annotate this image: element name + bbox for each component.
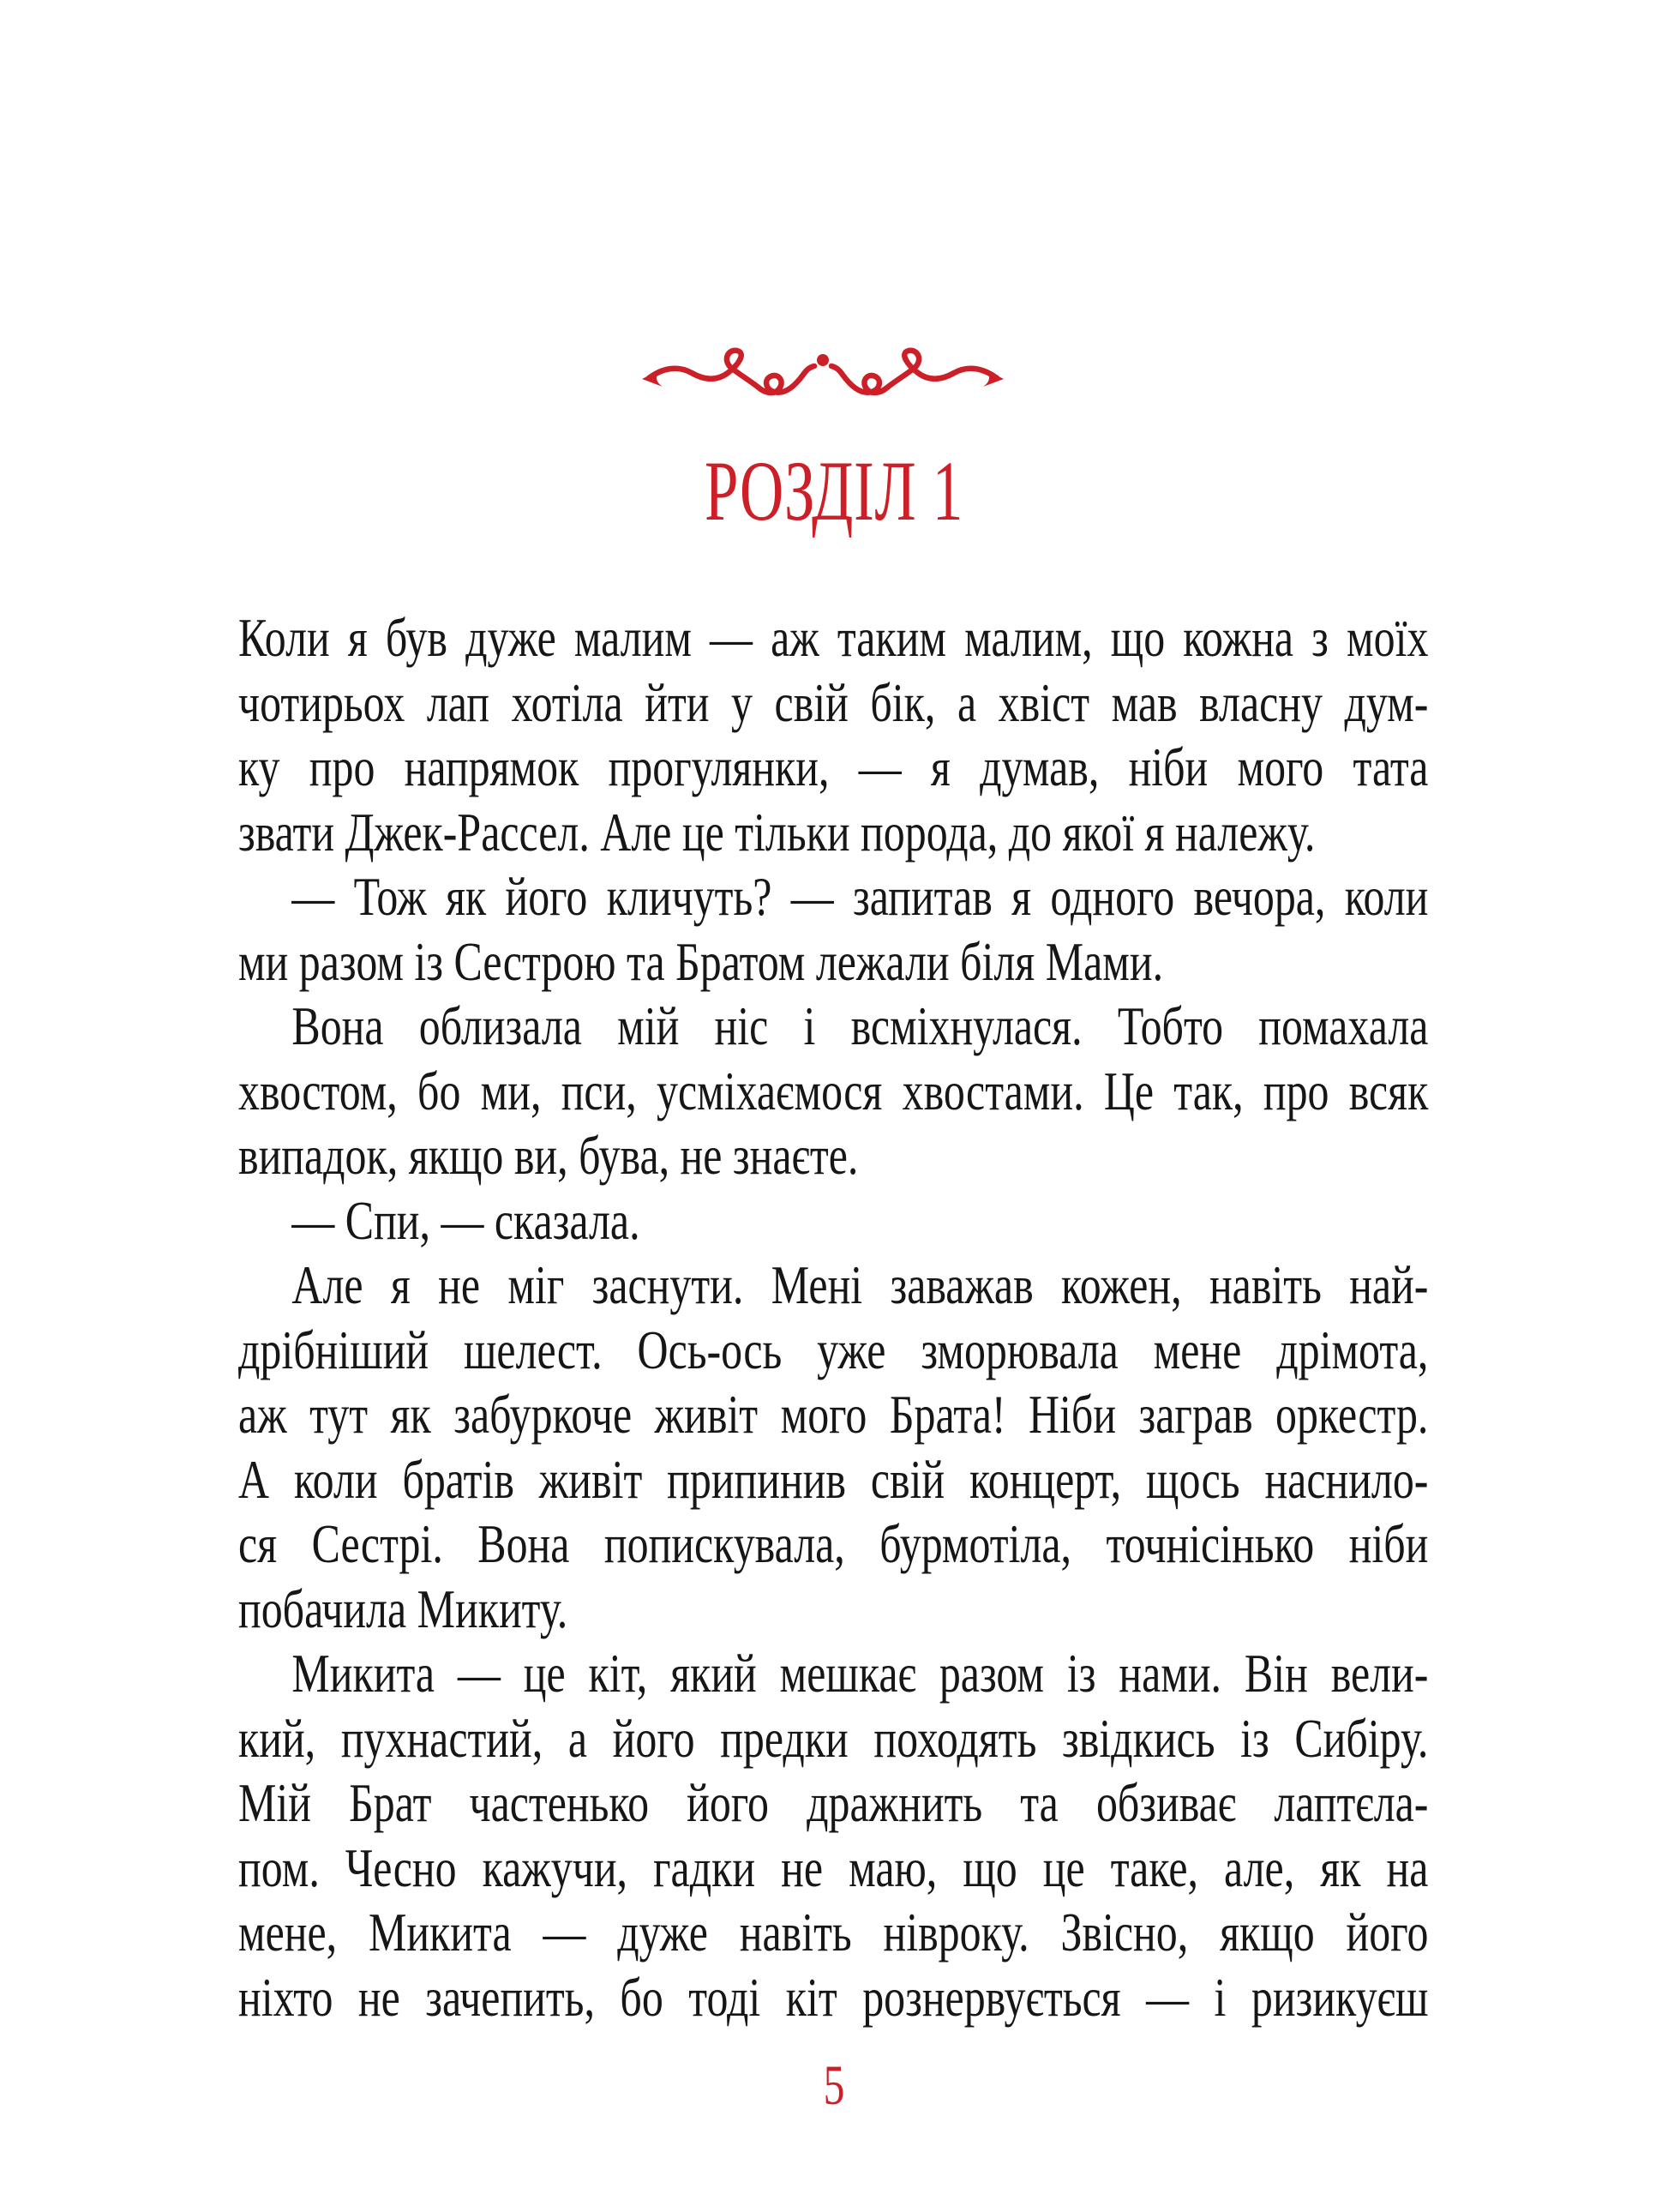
text-line: кий, пухнастий, а його предки походять звідкись із Сибіру. bbox=[238, 1707, 1429, 1769]
text-line: побачила Микиту. bbox=[238, 1578, 568, 1639]
text-line: Вона облизала мій ніс і всміхнулася. Тобто помахала bbox=[291, 995, 1429, 1056]
text-line: хвостом, бо ми, пси, усміхаємося хвостами. Це так, про всяк bbox=[238, 1060, 1429, 1121]
text-line: Мій Брат частенько його дражнить та обзиває лаптєла- bbox=[238, 1772, 1429, 1833]
text-line: випадок, якщо ви, бува, не знаєте. bbox=[238, 1125, 859, 1186]
text-line: пом. Чесно кажучи, гадки не маю, що це таке, але, як на bbox=[238, 1836, 1429, 1898]
text-line: Але я не міг заснути. Мені заважав кожен, навіть най- bbox=[291, 1254, 1429, 1315]
text-line: чотирьох лап хотіла йти у свій бік, а хвіст мав власну дум- bbox=[238, 671, 1429, 733]
text-line: Коли я був дуже малим — аж таким малим, що кожна з моїх bbox=[238, 607, 1429, 668]
body-text bbox=[238, 605, 1428, 2029]
text-line: дрібніший шелест. Ось-ось уже зморювала мене дрімота, bbox=[238, 1319, 1429, 1380]
text-line: А коли братів живіт припинив свій концерт, щось наснило- bbox=[238, 1448, 1429, 1510]
text-line: ніхто не зачепить, бо тоді кіт рознервується — і ризикуєш bbox=[238, 1966, 1429, 2028]
text-line: ку про напрямок прогулянки, — я думав, ніби мого тата bbox=[238, 736, 1429, 797]
text-line: аж тут як забуркоче живіт мого Брата! Ніби заграв оркестр. bbox=[238, 1384, 1429, 1445]
ornament-center-dot bbox=[817, 354, 829, 366]
chapter-title: РОЗДІЛ 1 bbox=[704, 443, 964, 538]
text-line: Микита — це кіт, який мешкає разом із нами. Він вели- bbox=[291, 1643, 1429, 1704]
text-line: — Тож як його кличуть? — запитав я одного вечора, коли bbox=[291, 866, 1429, 927]
text-line: звати Джек-Рассел. Але це тільки порода, до якої я належу. bbox=[238, 801, 1316, 863]
page-number: 5 bbox=[823, 2054, 845, 2117]
text-line: ми разом із Сестрою та Братом лежали біля Мами. bbox=[238, 930, 1164, 992]
text-line: мене, Микита — дуже навіть нівроку. Звісно, якщо його bbox=[238, 1902, 1429, 1963]
flourish-ornament-icon bbox=[640, 346, 1005, 401]
text-line: — Спи, — сказала. bbox=[291, 1189, 640, 1251]
text-line: ся Сестрі. Вона попискувала, бурмотіла, точнісінько ніби bbox=[238, 1513, 1429, 1574]
